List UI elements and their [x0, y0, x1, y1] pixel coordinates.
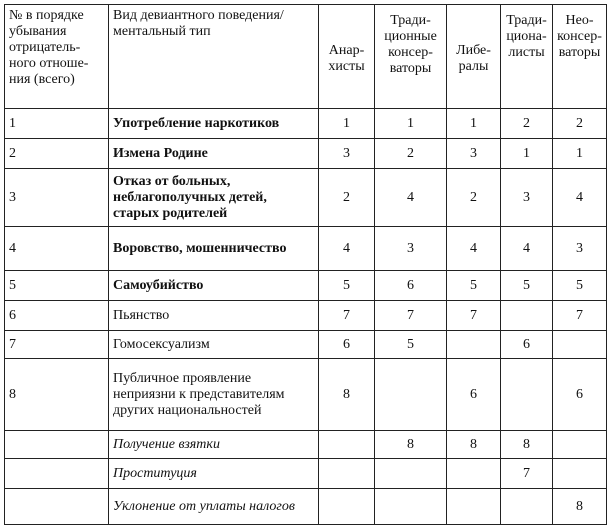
cell-anarchists: 6	[319, 331, 375, 359]
cell-neoconservatives: 4	[553, 169, 607, 227]
table-row	[5, 301, 607, 331]
cell-traditionalists: 3	[501, 169, 553, 227]
table-row	[5, 271, 607, 301]
cell-rank	[5, 431, 109, 459]
cell-behavior-type: Измена Родине	[109, 139, 319, 169]
header-liberals: Либе- ралы	[447, 5, 501, 109]
cell-behavior-type: Отказ от больных, неблагополучных детей, старых родителей	[109, 169, 319, 227]
cell-liberals: 8	[447, 431, 501, 459]
header-anarchists: Анар- хисты	[319, 5, 375, 109]
cell-traditional-conservatives: 8	[375, 431, 447, 459]
table-row	[5, 459, 607, 489]
cell-traditional-conservatives: 1	[375, 109, 447, 139]
table-row	[5, 431, 607, 459]
cell-traditional-conservatives: 3	[375, 227, 447, 271]
cell-traditional-conservatives	[375, 359, 447, 431]
table-row	[5, 139, 607, 169]
cell-rank: 6	[5, 301, 109, 331]
cell-anarchists	[319, 489, 375, 525]
cell-behavior-type: Пьянство	[109, 301, 319, 331]
cell-traditionalists	[501, 359, 553, 431]
header-traditionalists: Тради- циона- листы	[501, 5, 553, 109]
cell-behavior-type: Гомосексуализм	[109, 331, 319, 359]
table-row	[5, 169, 607, 227]
cell-liberals: 6	[447, 359, 501, 431]
cell-rank	[5, 489, 109, 525]
header-traditional-conservatives: Тради- ционные консер- ваторы	[375, 5, 447, 109]
cell-liberals	[447, 331, 501, 359]
cell-liberals	[447, 489, 501, 525]
cell-traditional-conservatives: 2	[375, 139, 447, 169]
cell-traditionalists: 6	[501, 331, 553, 359]
cell-traditionalists: 1	[501, 139, 553, 169]
cell-liberals: 2	[447, 169, 501, 227]
cell-behavior-type: Проституция	[109, 459, 319, 489]
cell-liberals: 7	[447, 301, 501, 331]
cell-neoconservatives	[553, 431, 607, 459]
header-type: Вид девиантного поведения/ментальный тип	[109, 5, 319, 109]
cell-rank: 1	[5, 109, 109, 139]
cell-traditionalists	[501, 301, 553, 331]
cell-neoconservatives	[553, 331, 607, 359]
cell-traditional-conservatives: 6	[375, 271, 447, 301]
cell-liberals: 4	[447, 227, 501, 271]
table-row	[5, 109, 607, 139]
cell-traditionalists: 5	[501, 271, 553, 301]
cell-anarchists	[319, 431, 375, 459]
cell-rank: 8	[5, 359, 109, 431]
cell-rank	[5, 459, 109, 489]
cell-neoconservatives: 1	[553, 139, 607, 169]
cell-traditional-conservatives: 5	[375, 331, 447, 359]
cell-neoconservatives: 3	[553, 227, 607, 271]
cell-anarchists: 5	[319, 271, 375, 301]
cell-liberals: 5	[447, 271, 501, 301]
cell-behavior-type: Воровство, мошенничество	[109, 227, 319, 271]
table-row	[5, 331, 607, 359]
cell-behavior-type: Получение взятки	[109, 431, 319, 459]
cell-liberals: 1	[447, 109, 501, 139]
table-row	[5, 227, 607, 271]
cell-neoconservatives: 8	[553, 489, 607, 525]
header-neoconservatives: Нео- консер- ваторы	[553, 5, 607, 109]
cell-anarchists: 2	[319, 169, 375, 227]
cell-rank: 4	[5, 227, 109, 271]
cell-anarchists: 7	[319, 301, 375, 331]
cell-rank: 2	[5, 139, 109, 169]
cell-traditionalists: 7	[501, 459, 553, 489]
cell-traditional-conservatives: 4	[375, 169, 447, 227]
cell-liberals: 3	[447, 139, 501, 169]
cell-behavior-type: Самоубийство	[109, 271, 319, 301]
cell-traditional-conservatives	[375, 489, 447, 525]
cell-behavior-type: Употребление наркотиков	[109, 109, 319, 139]
header-row	[5, 5, 607, 109]
cell-rank: 3	[5, 169, 109, 227]
cell-neoconservatives	[553, 459, 607, 489]
cell-traditionalists: 8	[501, 431, 553, 459]
cell-traditionalists	[501, 489, 553, 525]
table-wrapper	[4, 4, 607, 525]
cell-neoconservatives: 6	[553, 359, 607, 431]
deviance-ranking-table	[4, 4, 607, 525]
table-row	[5, 489, 607, 525]
cell-anarchists: 4	[319, 227, 375, 271]
cell-rank: 7	[5, 331, 109, 359]
cell-traditionalists: 2	[501, 109, 553, 139]
cell-traditional-conservatives: 7	[375, 301, 447, 331]
cell-anarchists	[319, 459, 375, 489]
cell-neoconservatives: 2	[553, 109, 607, 139]
cell-neoconservatives: 5	[553, 271, 607, 301]
cell-behavior-type: Уклонение от уплаты налогов	[109, 489, 319, 525]
cell-anarchists: 8	[319, 359, 375, 431]
cell-rank: 5	[5, 271, 109, 301]
cell-traditional-conservatives	[375, 459, 447, 489]
cell-liberals	[447, 459, 501, 489]
cell-anarchists: 3	[319, 139, 375, 169]
table-row	[5, 359, 607, 431]
cell-traditionalists: 4	[501, 227, 553, 271]
cell-behavior-type: Публичное проявление неприязни к представителям других национальностей	[109, 359, 319, 431]
header-rank: № в порядке убывания отрицатель- ного отноше- ния (всего)	[5, 5, 109, 109]
cell-neoconservatives: 7	[553, 301, 607, 331]
cell-anarchists: 1	[319, 109, 375, 139]
